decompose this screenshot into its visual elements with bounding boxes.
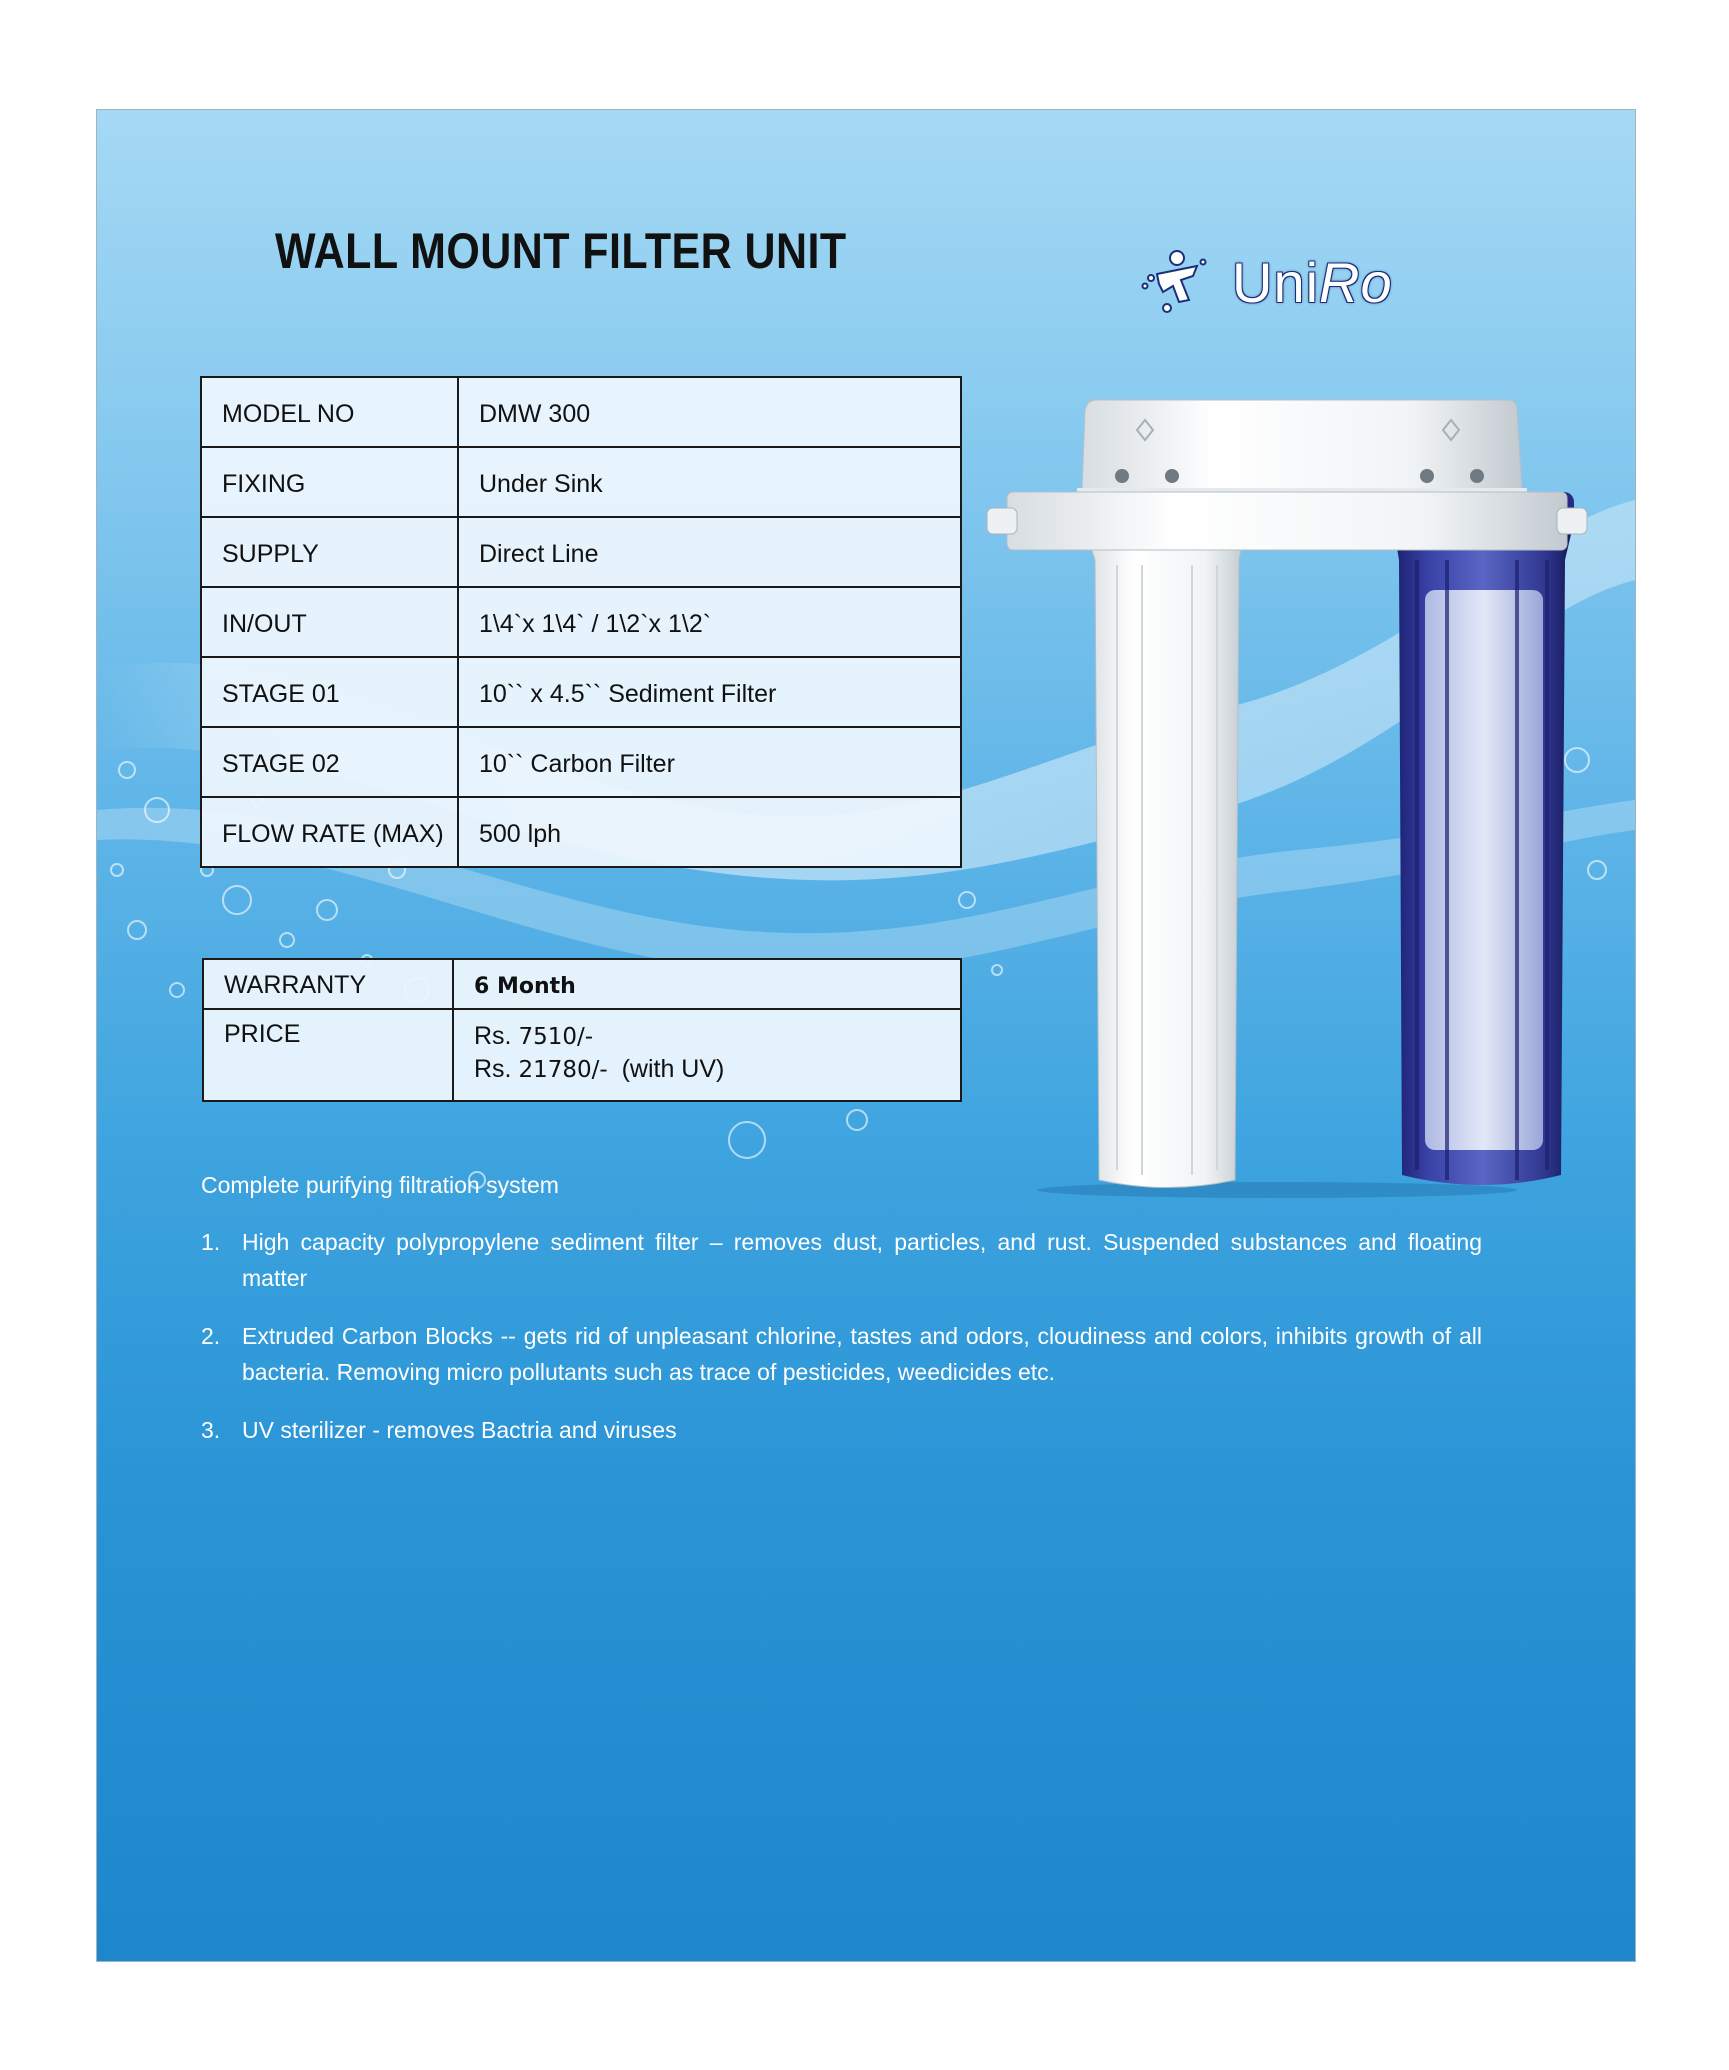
page-title: WALL MOUNT FILTER UNIT bbox=[275, 223, 847, 279]
filter-unit-product-image bbox=[977, 380, 1597, 1200]
spec-label: IN/OUT bbox=[201, 587, 458, 657]
intro-text: Complete purifying filtration system bbox=[201, 1172, 559, 1198]
uniro-logo-text: UniRo bbox=[1232, 251, 1393, 314]
price-with-uv: Rs. 21780/- (with UV) bbox=[474, 1055, 725, 1083]
feature-item bbox=[201, 1318, 1482, 1390]
feature-number: 2. bbox=[201, 1323, 221, 1349]
spec-value: Under Sink bbox=[458, 447, 961, 517]
price-row bbox=[203, 1009, 961, 1101]
price-standard: Rs. 7510/- bbox=[474, 1022, 594, 1050]
feature-item bbox=[201, 1412, 1482, 1448]
warranty-label: WARRANTY bbox=[203, 959, 453, 1009]
feature-number: 1. bbox=[201, 1229, 221, 1255]
feature-number: 3. bbox=[201, 1417, 221, 1443]
spec-value: 500 lph bbox=[458, 797, 961, 867]
warranty-price-table bbox=[202, 958, 962, 1102]
spec-label: SUPPLY bbox=[201, 517, 458, 587]
price-label: PRICE bbox=[203, 1009, 453, 1101]
price-value bbox=[453, 1009, 961, 1101]
warranty-row bbox=[203, 959, 961, 1009]
spec-row bbox=[201, 587, 961, 657]
feature-item bbox=[201, 1224, 1482, 1296]
feature-text: Extruded Carbon Blocks -- gets rid of unpleasant chlorine, tastes and odors, cloudiness and colors, inhibits growth of all bacteria. Removing micro pollutants such as trace of pesticides, weedicides etc. bbox=[242, 1323, 1482, 1385]
feature-text: High capacity polypropylene sediment filter – removes dust, particles, and rust. Suspended substances and floating matter bbox=[242, 1229, 1482, 1291]
spec-label: MODEL NO bbox=[201, 377, 458, 447]
spec-value: DMW 300 bbox=[458, 377, 961, 447]
spec-label: STAGE 01 bbox=[201, 657, 458, 727]
spec-row bbox=[201, 797, 961, 867]
spec-table bbox=[200, 376, 962, 868]
spec-value: 10`` x 4.5`` Sediment Filter bbox=[458, 657, 961, 727]
spec-row bbox=[201, 727, 961, 797]
spec-row bbox=[201, 517, 961, 587]
spec-label: STAGE 02 bbox=[201, 727, 458, 797]
spec-value: Direct Line bbox=[458, 517, 961, 587]
brochure-panel bbox=[96, 109, 1636, 1962]
warranty-value: 6 Month bbox=[453, 959, 961, 1009]
spec-label: FLOW RATE (MAX) bbox=[201, 797, 458, 867]
spec-row bbox=[201, 377, 961, 447]
spec-row bbox=[201, 657, 961, 727]
spec-value: 1\4`x 1\4` / 1\2`x 1\2` bbox=[458, 587, 961, 657]
feature-text: UV sterilizer - removes Bactria and viruses bbox=[242, 1417, 677, 1443]
spec-value: 10`` Carbon Filter bbox=[458, 727, 961, 797]
spec-row bbox=[201, 447, 961, 517]
spec-label: FIXING bbox=[201, 447, 458, 517]
feature-list bbox=[201, 1224, 1636, 1470]
